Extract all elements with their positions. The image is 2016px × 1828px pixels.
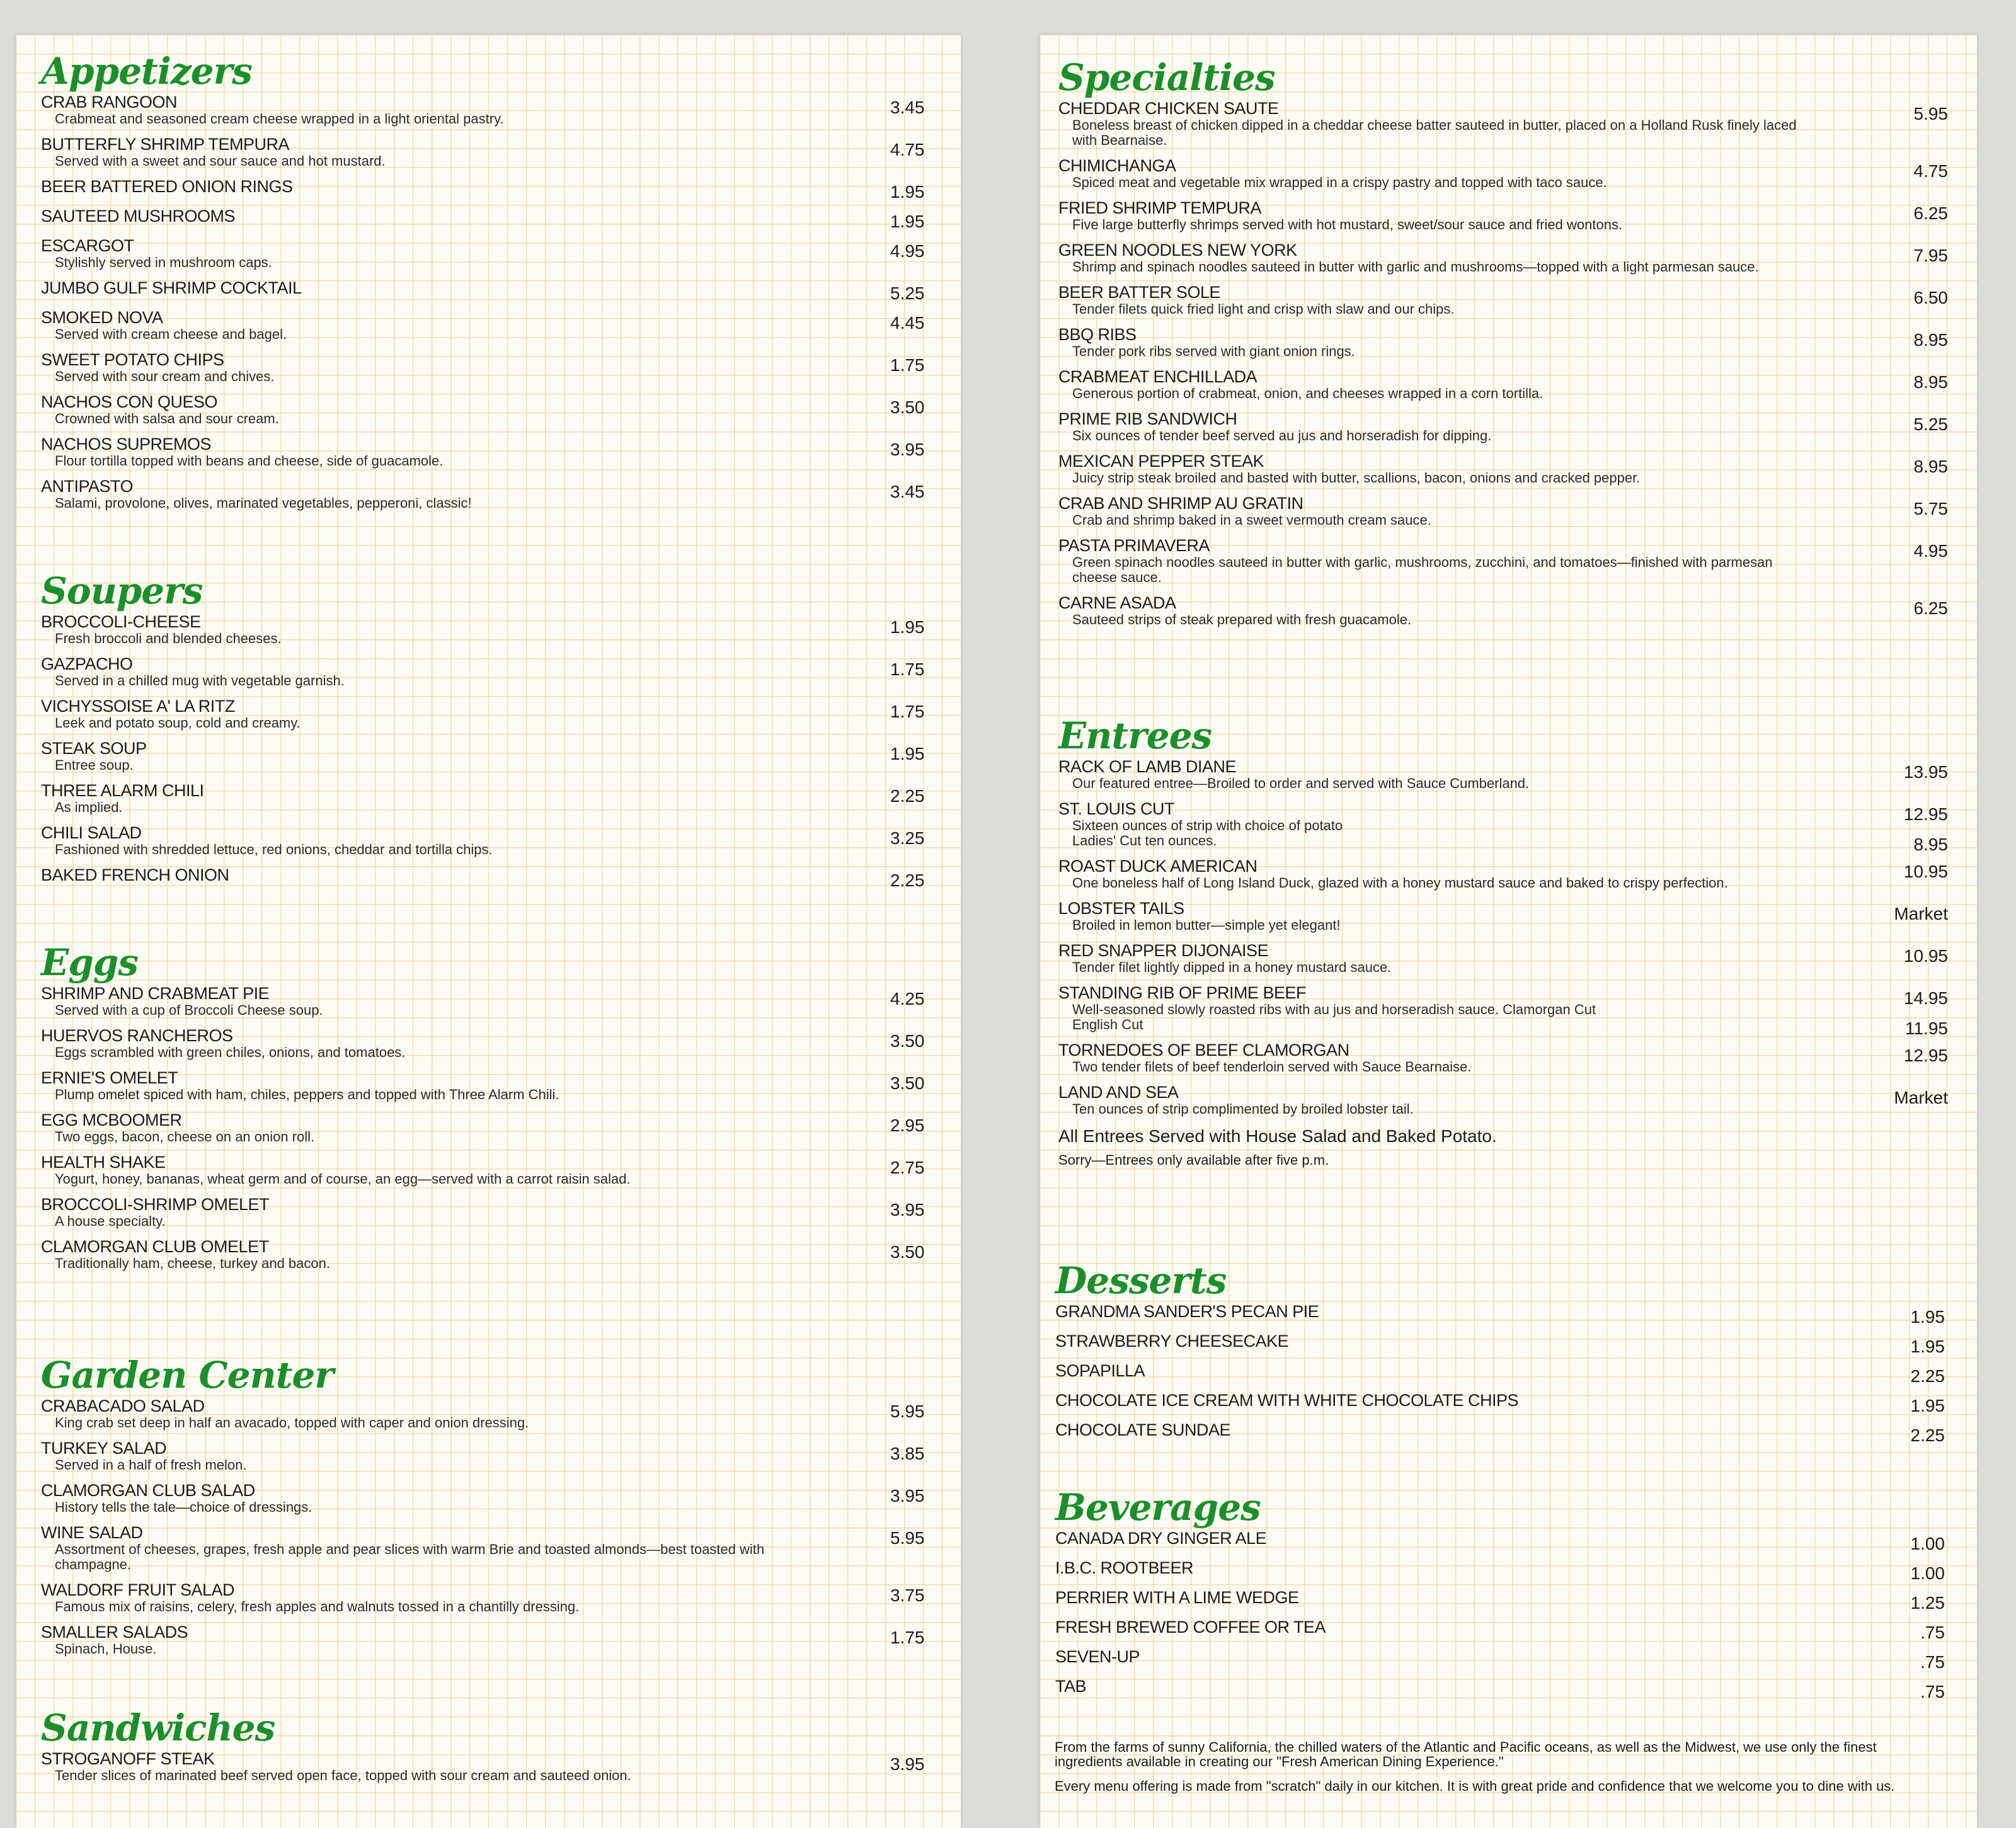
item-name: BEER BATTER SOLE <box>1058 283 1221 302</box>
item-name: CANADA DRY GINGER ALE <box>1055 1529 1267 1548</box>
item-name: STANDING RIB OF PRIME BEEF <box>1058 983 1307 1002</box>
item-price: 8.95 <box>1913 330 1948 350</box>
menu-item-nachos-con-queso <box>41 393 948 426</box>
menu-item-escargot <box>41 237 948 270</box>
item-price: 8.95 <box>1913 372 1948 392</box>
section-appetizers <box>41 50 948 520</box>
item-description-2: Ladies' Cut ten ounces. <box>1072 833 1217 848</box>
menu-item-waldorf-fruit-salad <box>41 1581 948 1614</box>
item-name: WINE SALAD <box>41 1523 143 1542</box>
item-name: BUTTERFLY SHRIMP TEMPURA <box>41 135 290 154</box>
menu-item-red-snapper-dijonaise <box>1058 942 1966 975</box>
item-price: 2.95 <box>890 1116 925 1135</box>
footer-paragraph-2: Every menu offering is made from "scratch" daily in our kitchen. It is with great pride and confidence that we welcome you to dine with us. <box>1055 1778 1895 1794</box>
item-price: 4.25 <box>890 989 925 1008</box>
item-price: .75 <box>1920 1682 1945 1701</box>
menu-item-sweet-potato-chips <box>41 351 948 384</box>
garden-center-title: Garden Center <box>41 1354 333 1397</box>
item-description: Green spinach noodles sauteed in butter with garlic, mushrooms, zucchini, and tomatoes—finished with parmesan cheese sauce. <box>1072 554 1773 585</box>
item-price: 6.50 <box>1913 288 1948 307</box>
item-name: RED SNAPPER DIJONAISE <box>1058 941 1269 960</box>
item-name: GAZPACHO <box>41 654 133 673</box>
item-price: 4.45 <box>890 313 925 333</box>
item-description: Served with cream cheese and bagel. <box>55 326 287 342</box>
item-price: 2.25 <box>1910 1425 1945 1445</box>
item-price: 3.45 <box>890 98 925 117</box>
item-description: Salami, provolone, olives, marinated vegetables, pepperoni, classic! <box>55 495 472 511</box>
item-price: 13.95 <box>1903 762 1948 782</box>
menu-item-green-noodles-new-york <box>1058 241 1966 275</box>
item-price: 2.25 <box>1910 1366 1945 1386</box>
item-name: I.B.C. ROOTBEER <box>1055 1558 1194 1577</box>
menu-item-bbq-ribs <box>1058 326 1966 359</box>
menu-item-egg-mcboomer <box>41 1111 948 1145</box>
item-name: SOPAPILLA <box>1055 1361 1145 1380</box>
item-description: Served with a sweet and sour sauce and hot mustard. <box>55 153 386 169</box>
beverages-title: Beverages <box>1055 1486 1261 1529</box>
item-description: Sauteed strips of steak prepared with fresh guacamole. <box>1072 612 1412 627</box>
footer-paragraph-1: From the farms of sunny California, the chilled waters of the Atlantic and Pacific oceans, as well as the Midwest, we use only the finest ingredients available in creating our "Fresh American Dining Experience." <box>1055 1739 1877 1769</box>
item-name: FRESH BREWED COFFEE OR TEA <box>1055 1618 1326 1637</box>
menu-item-broccoli-shrimp-omelet <box>41 1196 948 1229</box>
item-price: 3.45 <box>890 482 925 501</box>
item-description: Five large butterfly shrimps served with hot mustard, sweet/sour sauce and fried wontons. <box>1072 217 1623 232</box>
menu-item-mexican-pepper-steak <box>1058 452 1966 486</box>
item-name: EGG MCBOOMER <box>41 1111 182 1129</box>
item-description: Shrimp and spinach noodles sauteed in butter with garlic and mushrooms—topped with a light parmesan sauce. <box>1072 259 1759 275</box>
section-entrees <box>1058 715 1966 1170</box>
menu-page-right <box>1040 35 1977 1828</box>
item-name: SWEET POTATO CHIPS <box>41 350 224 369</box>
item-price: 3.75 <box>890 1585 925 1605</box>
item-price: 7.95 <box>1913 246 1948 265</box>
item-name: SAUTEED MUSHROOMS <box>41 207 236 226</box>
item-description: Eggs scrambled with green chiles, onions, and tomatoes. <box>55 1044 406 1060</box>
item-price: 1.95 <box>1910 1307 1945 1327</box>
item-price: 1.75 <box>890 1628 925 1647</box>
item-name: NACHOS CON QUESO <box>41 392 218 411</box>
item-description: Crowned with salsa and sour cream. <box>55 411 279 426</box>
item-description: Plump omelet spiced with ham, chiles, peppers and topped with Three Alarm Chili. <box>55 1087 559 1102</box>
item-name: TAB <box>1055 1677 1087 1696</box>
item-description: Served with sour cream and chives. <box>55 368 275 384</box>
item-name: CRABMEAT ENCHILLADA <box>1058 367 1257 386</box>
item-price: 3.50 <box>890 397 925 417</box>
menu-item-perrier-with-a-lime-wedge <box>1055 1588 1962 1613</box>
menu-item-beer-battered-onion-rings <box>41 177 948 202</box>
menu-item-huervos-rancheros <box>41 1027 948 1060</box>
item-description: Ten ounces of strip complimented by broiled lobster tail. <box>1072 1101 1414 1117</box>
item-price: 1.75 <box>890 660 925 679</box>
item-description: Sixteen ounces of strip with choice of potato <box>1072 818 1343 833</box>
menu-item-vichyssoise-a-la-ritz <box>41 697 948 731</box>
item-name: WALDORF FRUIT SALAD <box>41 1580 235 1599</box>
item-name: CARNE ASADA <box>1058 593 1176 612</box>
item-name: JUMBO GULF SHRIMP COCKTAIL <box>41 278 302 297</box>
menu-item-lobster-tails <box>1058 900 1966 933</box>
item-name: TORNEDOES OF BEEF CLAMORGAN <box>1058 1041 1349 1060</box>
menu-item-health-shake <box>41 1153 948 1187</box>
item-description: Served in a half of fresh melon. <box>55 1457 247 1473</box>
item-price: 3.50 <box>890 1031 925 1051</box>
item-price: 5.95 <box>890 1528 925 1548</box>
item-price: 1.00 <box>1910 1534 1945 1553</box>
item-name: CLAMORGAN CLUB OMELET <box>41 1237 269 1256</box>
menu-item-steak-soup <box>41 740 948 773</box>
item-name: BROCCOLI-CHEESE <box>41 612 201 631</box>
menu-item-ernie-s-omelet <box>41 1069 948 1102</box>
item-name: CRAB AND SHRIMP AU GRATIN <box>1058 494 1303 513</box>
item-name: FRIED SHRIMP TEMPURA <box>1058 198 1262 217</box>
item-description: As implied. <box>55 799 123 815</box>
section-specialties <box>1058 57 1966 636</box>
item-price: 4.95 <box>890 241 925 261</box>
item-name: ERNIE'S OMELET <box>41 1068 178 1087</box>
section-desserts <box>1055 1260 1962 1451</box>
item-description: Two eggs, bacon, cheese on an onion roll. <box>55 1129 315 1145</box>
item-price: 8.95 <box>1913 457 1948 476</box>
item-price-2: 11.95 <box>1905 1019 1948 1038</box>
menu-item-canada-dry-ginger-ale <box>1055 1529 1962 1553</box>
item-description: A house specialty. <box>55 1213 166 1229</box>
item-price: 6.25 <box>1913 598 1948 618</box>
item-price: 5.25 <box>1913 414 1948 434</box>
item-description: Our featured entree—Broiled to order and served with Sauce Cumberland. <box>1072 775 1530 791</box>
item-price: 5.25 <box>890 283 925 303</box>
item-name: SMOKED NOVA <box>41 308 163 327</box>
item-price: 3.85 <box>890 1444 925 1463</box>
item-description: Assortment of cheeses, grapes, fresh apple and pear slices with warm Brie and toasted almonds—best toasted with champagne. <box>55 1541 765 1572</box>
item-price: 5.95 <box>1913 104 1948 123</box>
item-description: Juicy strip steak broiled and basted with butter, scallions, bacon, onions and cracked pepper. <box>1072 470 1641 486</box>
item-name: ESCARGOT <box>41 236 134 255</box>
section-soupers <box>41 570 948 896</box>
item-description: Stylishly served in mushroom caps. <box>55 254 272 270</box>
item-price: 14.95 <box>1903 988 1948 1008</box>
menu-item-smoked-nova <box>41 309 948 342</box>
menu-item-crab-and-shrimp-au-gratin <box>1058 494 1966 528</box>
item-description: Six ounces of tender beef served au jus and horseradish for dipping. <box>1072 428 1492 443</box>
item-price: 3.95 <box>890 1754 925 1774</box>
menu-item-jumbo-gulf-shrimp-cocktail <box>41 278 948 303</box>
item-name: MEXICAN PEPPER STEAK <box>1058 452 1264 471</box>
menu-item-clamorgan-club-omelet <box>41 1238 948 1271</box>
entrees-note-small: Sorry—Entrees only available after five p.m. <box>1058 1152 1329 1168</box>
menu-item-grandma-sander-s-pecan-pie <box>1055 1302 1962 1327</box>
item-price: 1.95 <box>890 212 925 231</box>
item-name: CRAB RANGOON <box>41 93 178 111</box>
menu-item-smaller-salads <box>41 1623 948 1657</box>
menu-item-chocolate-ice-cream-with-white-chocolate-chips <box>1055 1391 1962 1415</box>
item-description: Crabmeat and seasoned cream cheese wrapped in a light oriental pastry. <box>55 111 504 127</box>
section-sandwiches <box>41 1707 948 1792</box>
eggs-title: Eggs <box>41 941 138 984</box>
entrees-note: All Entrees Served with House Salad and Baked Potato. <box>1058 1126 1497 1146</box>
menu-item-beer-batter-sole <box>1058 283 1966 317</box>
item-name: NACHOS SUPREMOS <box>41 435 212 454</box>
menu-item-st-louis-cut <box>1058 799 1966 854</box>
item-price: 6.25 <box>1913 203 1948 223</box>
menu-item-i-b-c-rootbeer <box>1055 1558 1962 1583</box>
item-description: Spiced meat and vegetable mix wrapped in a crispy pastry and topped with taco sauce. <box>1072 174 1607 190</box>
item-description: King crab set deep in half an avacado, topped with caper and onion dressing. <box>55 1415 529 1431</box>
item-description: Boneless breast of chicken dipped in a cheddar cheese batter sauteed in butter, placed on a Holland Rusk finely laced with Bearnaise. <box>1072 117 1797 148</box>
menu-item-tab <box>1055 1677 1962 1701</box>
item-name: GREEN NOODLES NEW YORK <box>1058 241 1297 260</box>
menu-item-butterfly-shrimp-tempura <box>41 135 948 169</box>
item-description: Leek and potato soup, cold and creamy. <box>55 715 301 731</box>
item-price: 1.95 <box>890 617 925 637</box>
item-description: Well-seasoned slowly roasted ribs with au jus and horseradish sauce. Clamorgan Cut <box>1072 1002 1596 1017</box>
item-price: 1.25 <box>1910 1593 1945 1613</box>
soupers-title: Soupers <box>41 569 203 612</box>
menu-footer <box>1055 1740 1911 1803</box>
item-price: 1.00 <box>1910 1563 1945 1583</box>
item-description-2: English Cut <box>1072 1017 1143 1032</box>
item-description: Two tender filets of beef tenderloin served with Sauce Bearnaise. <box>1072 1059 1472 1075</box>
item-price: 3.50 <box>890 1073 925 1093</box>
item-name: STEAK SOUP <box>41 739 147 758</box>
item-price: 3.25 <box>890 828 925 848</box>
item-price-2: 8.95 <box>1913 835 1948 854</box>
item-price: 1.95 <box>1910 1396 1945 1415</box>
item-price: 10.95 <box>1903 862 1948 881</box>
item-price: 3.50 <box>890 1242 925 1262</box>
item-price: 10.95 <box>1903 946 1948 966</box>
item-name: ROAST DUCK AMERICAN <box>1058 857 1257 876</box>
item-price: 2.75 <box>890 1158 925 1177</box>
item-price: 1.95 <box>890 182 925 202</box>
item-name: THREE ALARM CHILI <box>41 781 204 800</box>
item-description: History tells the tale—choice of dressings. <box>55 1499 312 1515</box>
item-price: 1.95 <box>1910 1337 1945 1356</box>
menu-item-sauteed-mushrooms <box>41 207 948 231</box>
item-name: CRABACADO SALAD <box>41 1397 205 1415</box>
item-price: 3.95 <box>890 1200 925 1220</box>
menu-item-seven-up <box>1055 1647 1962 1672</box>
menu-item-crab-rangoon <box>41 93 948 127</box>
item-name: CLAMORGAN CLUB SALAD <box>41 1481 255 1500</box>
section-beverages <box>1055 1487 1962 1707</box>
item-price: .75 <box>1920 1623 1945 1642</box>
item-name: BBQ RIBS <box>1058 325 1137 344</box>
item-description: Spinach, House. <box>55 1641 157 1657</box>
item-name: BAKED FRENCH ONION <box>41 865 229 884</box>
item-price: 4.75 <box>890 140 925 159</box>
item-name: BROCCOLI-SHRIMP OMELET <box>41 1195 270 1214</box>
menu-item-tornedoes-of-beef-clamorgan <box>1058 1041 1966 1075</box>
item-price: 4.95 <box>1913 541 1948 561</box>
menu-item-clamorgan-club-salad <box>41 1482 948 1515</box>
item-name: HUERVOS RANCHEROS <box>41 1026 233 1045</box>
menu-item-nachos-supremos <box>41 435 948 469</box>
menu-item-strawberry-cheesecake <box>1055 1332 1962 1356</box>
item-name: PASTA PRIMAVERA <box>1058 536 1210 555</box>
sandwiches-title: Sandwiches <box>41 1706 275 1749</box>
item-price: 12.95 <box>1903 1046 1948 1065</box>
item-price: 3.95 <box>890 1486 925 1505</box>
menu-item-three-alarm-chili <box>41 782 948 815</box>
item-description: Fresh broccoli and blended cheeses. <box>55 631 282 646</box>
item-description: Crab and shrimp baked in a sweet vermouth cream sauce. <box>1072 512 1431 528</box>
item-description: Entree soup. <box>55 757 134 773</box>
item-name: GRANDMA SANDER'S PECAN PIE <box>1055 1302 1319 1321</box>
menu-page-left <box>16 35 961 1828</box>
menu-item-crabacado-salad <box>41 1397 948 1431</box>
item-name: CHOCOLATE ICE CREAM WITH WHITE CHOCOLATE CHIPS <box>1055 1391 1519 1410</box>
menu-item-gazpacho <box>41 655 948 688</box>
item-price: 1.95 <box>890 744 925 763</box>
item-description: Tender pork ribs served with giant onion rings. <box>1072 343 1355 359</box>
item-description: Famous mix of raisins, celery, fresh apples and walnuts tossed in a chantilly dressing. <box>55 1599 580 1614</box>
item-price: 12.95 <box>1903 804 1948 824</box>
item-price: 4.75 <box>1913 161 1948 181</box>
item-name: ANTIPASTO <box>41 477 134 496</box>
menu-item-fried-shrimp-tempura <box>1058 199 1966 232</box>
item-description: Fashioned with shredded lettuce, red onions, cheddar and tortilla chips. <box>55 842 493 857</box>
menu-item-chimichanga <box>1058 157 1966 190</box>
item-description: Served with a cup of Broccoli Cheese soup. <box>55 1002 323 1018</box>
menu-item-fresh-brewed-coffee-or-tea <box>1055 1618 1962 1642</box>
menu-item-antipasto <box>41 477 948 511</box>
item-name: SHRIMP AND CRABMEAT PIE <box>41 984 270 1003</box>
item-price: 5.75 <box>1913 499 1948 518</box>
item-name: SMALLER SALADS <box>41 1623 188 1642</box>
menu-item-roast-duck-american <box>1058 857 1966 891</box>
item-description: Served in a chilled mug with vegetable garnish. <box>55 673 345 688</box>
menu-item-chili-salad <box>41 824 948 857</box>
item-description: Tender filet lightly dipped in a honey mustard sauce. <box>1072 959 1392 975</box>
item-price: 5.95 <box>890 1402 925 1421</box>
section-garden-center <box>41 1354 948 1665</box>
item-price: 1.75 <box>890 702 925 721</box>
item-name: LAND AND SEA <box>1058 1083 1179 1102</box>
specialties-title: Specialties <box>1058 56 1275 99</box>
menu-item-chocolate-sundae <box>1055 1420 1962 1445</box>
section-eggs <box>41 942 948 1280</box>
menu-item-sopapilla <box>1055 1361 1962 1386</box>
item-description: Tender filets quick fried light and crisp with slaw and our chips. <box>1072 301 1455 317</box>
desserts-title: Desserts <box>1055 1259 1227 1302</box>
menu-item-turkey-salad <box>41 1439 948 1473</box>
item-name: BEER BATTERED ONION RINGS <box>41 177 293 196</box>
menu-item-land-and-sea <box>1058 1083 1966 1117</box>
menu-item-shrimp-and-crabmeat-pie <box>41 985 948 1018</box>
item-name: RACK OF LAMB DIANE <box>1058 757 1237 776</box>
item-description: Tender slices of marinated beef served open face, topped with sour cream and sauteed onion. <box>55 1768 631 1783</box>
menu-item-pasta-primavera <box>1058 537 1966 585</box>
item-name: LOBSTER TAILS <box>1058 899 1184 918</box>
item-name: STRAWBERRY CHEESECAKE <box>1055 1332 1289 1351</box>
item-price: 1.75 <box>890 355 925 375</box>
item-name: CHEDDAR CHICKEN SAUTE <box>1058 99 1279 118</box>
item-description: Yogurt, honey, bananas, wheat germ and of course, an egg—served with a carrot raisin salad. <box>55 1171 631 1187</box>
item-description: Broiled in lemon butter—simple yet elegant! <box>1072 917 1341 933</box>
item-price: 2.25 <box>890 786 925 806</box>
menu-item-standing-rib-of-prime-beef <box>1058 983 1966 1038</box>
menu-item-cheddar-chicken-saute <box>1058 100 1966 148</box>
item-description: Generous portion of crabmeat, onion, and cheeses wrapped in a corn tortilla. <box>1072 386 1544 401</box>
item-name: TURKEY SALAD <box>41 1439 167 1458</box>
item-price: .75 <box>1920 1652 1945 1672</box>
entrees-title: Entrees <box>1058 714 1212 757</box>
menu-item-carne-asada <box>1058 594 1966 627</box>
item-name: VICHYSSOISE A' LA RITZ <box>41 697 235 716</box>
item-name: CHIMICHANGA <box>1058 156 1176 175</box>
menu-item-baked-french-onion <box>41 865 948 890</box>
menu-item-broccoli-cheese <box>41 613 948 646</box>
item-price: 2.25 <box>890 871 925 890</box>
item-price: Market <box>1894 1088 1948 1107</box>
item-name: ST. LOUIS CUT <box>1058 799 1175 818</box>
menu-item-stroganoff-steak <box>41 1750 948 1783</box>
item-name: PERRIER WITH A LIME WEDGE <box>1055 1588 1299 1607</box>
item-name: SEVEN-UP <box>1055 1647 1140 1666</box>
item-name: PRIME RIB SANDWICH <box>1058 409 1237 428</box>
menu-item-prime-rib-sandwich <box>1058 410 1966 443</box>
item-description: One boneless half of Long Island Duck, glazed with a honey mustard sauce and baked to crispy perfection. <box>1072 875 1728 891</box>
item-name: CHOCOLATE SUNDAE <box>1055 1420 1231 1439</box>
item-name: HEALTH SHAKE <box>41 1153 166 1172</box>
item-name: CHILI SALAD <box>41 823 142 842</box>
appetizers-title: Appetizers <box>41 50 252 93</box>
item-description: Flour tortilla topped with beans and cheese, side of guacamole. <box>55 453 444 469</box>
menu-item-rack-of-lamb-diane <box>1058 758 1966 791</box>
menu-item-wine-salad <box>41 1524 948 1572</box>
item-name: STROGANOFF STEAK <box>41 1749 215 1768</box>
item-description: Traditionally ham, cheese, turkey and bacon. <box>55 1255 330 1271</box>
item-price: 3.95 <box>890 440 925 459</box>
item-price: Market <box>1894 904 1948 923</box>
menu-item-crabmeat-enchillada <box>1058 368 1966 401</box>
